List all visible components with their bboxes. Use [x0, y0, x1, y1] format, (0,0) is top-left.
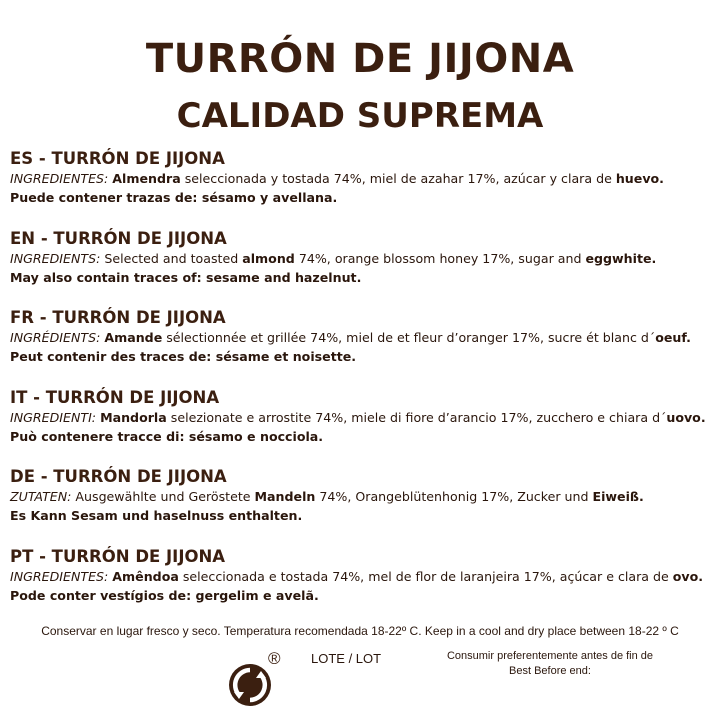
ingredients-p2: 74%, orange blossom honey 17%, sugar and: [294, 250, 586, 266]
ingredients-p2: sélectionnée et grillée 74%, miel de et fleur d’oranger 17%, sucre ét blanc d´: [162, 330, 656, 345]
section-es: [10, 148, 715, 228]
section-en: [10, 228, 715, 308]
section-pt: [10, 546, 715, 626]
ingredients-p2: selezionate e arrostite 74%, miele di fiore d’arancio 17%, zucchero e chiara d´: [166, 409, 667, 425]
best-before-block: [420, 649, 680, 679]
ingredients-p1: Amande: [104, 330, 163, 345]
green-dot-recycling-icon: [228, 652, 294, 708]
ingredients-p3: ovo.: [672, 568, 704, 584]
ingredients-p3: oeuf.: [655, 330, 691, 345]
ingredients-line: [10, 408, 715, 427]
ingredients-p1: Mandeln: [254, 489, 316, 504]
ingredients-p2: seleccionada y tostada 74%, miel de azahar 17%, azúcar y clara de: [180, 171, 616, 186]
ingredients-p3: uovo.: [666, 409, 706, 425]
ingredients-p3: huevo.: [615, 171, 664, 186]
ingredients-p3: Eiweiß.: [592, 489, 644, 504]
ingredients-label: INGREDIENTI:: [10, 409, 97, 425]
product-subtitle: CALIDAD SUPREMA: [176, 96, 544, 136]
ingredients-p1: almond: [242, 250, 295, 266]
ingredients-line: [10, 567, 715, 586]
section-heading: DE - TURRÓN DE JIJONA: [10, 467, 227, 486]
traces-line: Puede contener trazas de: sésamo y avellana.: [10, 190, 338, 205]
traces-line: Peut contenir des traces de: sésame et noisette.: [10, 349, 357, 364]
section-heading: ES - TURRÓN DE JIJONA: [10, 149, 225, 168]
ingredients-label: ZUTATEN:: [10, 489, 72, 504]
traces-line: Può contenere tracce di: sésamo e nocciola.: [10, 428, 324, 444]
best-before-es: Consumir preferentemente antes de fin de: [446, 650, 654, 662]
ingredients-line: [10, 169, 715, 188]
ingredients-line: [10, 249, 715, 268]
ingredients-label: INGREDIENTES:: [10, 568, 109, 584]
ingredients-p2: 74%, Orangeblütenhonig 17%, Zucker und: [315, 489, 593, 504]
ingredients-label: INGREDIENTS:: [10, 250, 101, 266]
ingredients-label: INGRÉDIENTS:: [10, 330, 101, 345]
ingredients-p0: Selected and toasted: [100, 250, 243, 266]
traces-line: Pode conter vestígios de: gergelim e avelã.: [10, 587, 319, 603]
section-it: [10, 387, 715, 467]
ingredients-p3: eggwhite.: [585, 250, 657, 266]
section-heading: IT - TURRÓN DE JIJONA: [10, 387, 220, 407]
ingredients-p1: Amêndoa: [112, 568, 179, 584]
section-heading: EN - TURRÓN DE JIJONA: [10, 228, 227, 248]
ingredients-label: INGREDIENTES:: [10, 171, 109, 186]
ingredients-p1: Almendra: [112, 171, 181, 186]
section-heading: FR - TURRÓN DE JIJONA: [10, 308, 226, 327]
storage-instructions: Conservar en lugar fresco y seco. Temperatura recomendada 18-22º C. Keep in a cool and dry place between 18-22 º C: [41, 624, 679, 638]
ingredients-p0: Ausgewählte und Geröstete: [71, 489, 255, 504]
product-title: TURRÓN DE JIJONA: [145, 36, 575, 82]
section-heading: PT - TURRÓN DE JIJONA: [10, 546, 226, 566]
traces-line: Es Kann Sesam und haselnuss enthalten.: [10, 508, 303, 523]
ingredient-sections: [10, 148, 715, 625]
traces-line: May also contain traces of: sesame and hazelnut.: [10, 269, 362, 285]
lot-label: LOTE / LOT: [311, 651, 382, 666]
section-de: [10, 466, 715, 546]
ingredients-p2: seleccionada e tostada 74%, mel de flor de laranjeira 17%, açúcar e clara de: [178, 568, 673, 584]
registered-mark: ®: [268, 652, 281, 668]
section-fr: [10, 307, 715, 387]
ingredients-line: [10, 328, 715, 347]
ingredients-line: [10, 487, 715, 506]
ingredients-p1: Mandorla: [100, 409, 167, 425]
best-before-en: Best Before end:: [509, 665, 591, 677]
